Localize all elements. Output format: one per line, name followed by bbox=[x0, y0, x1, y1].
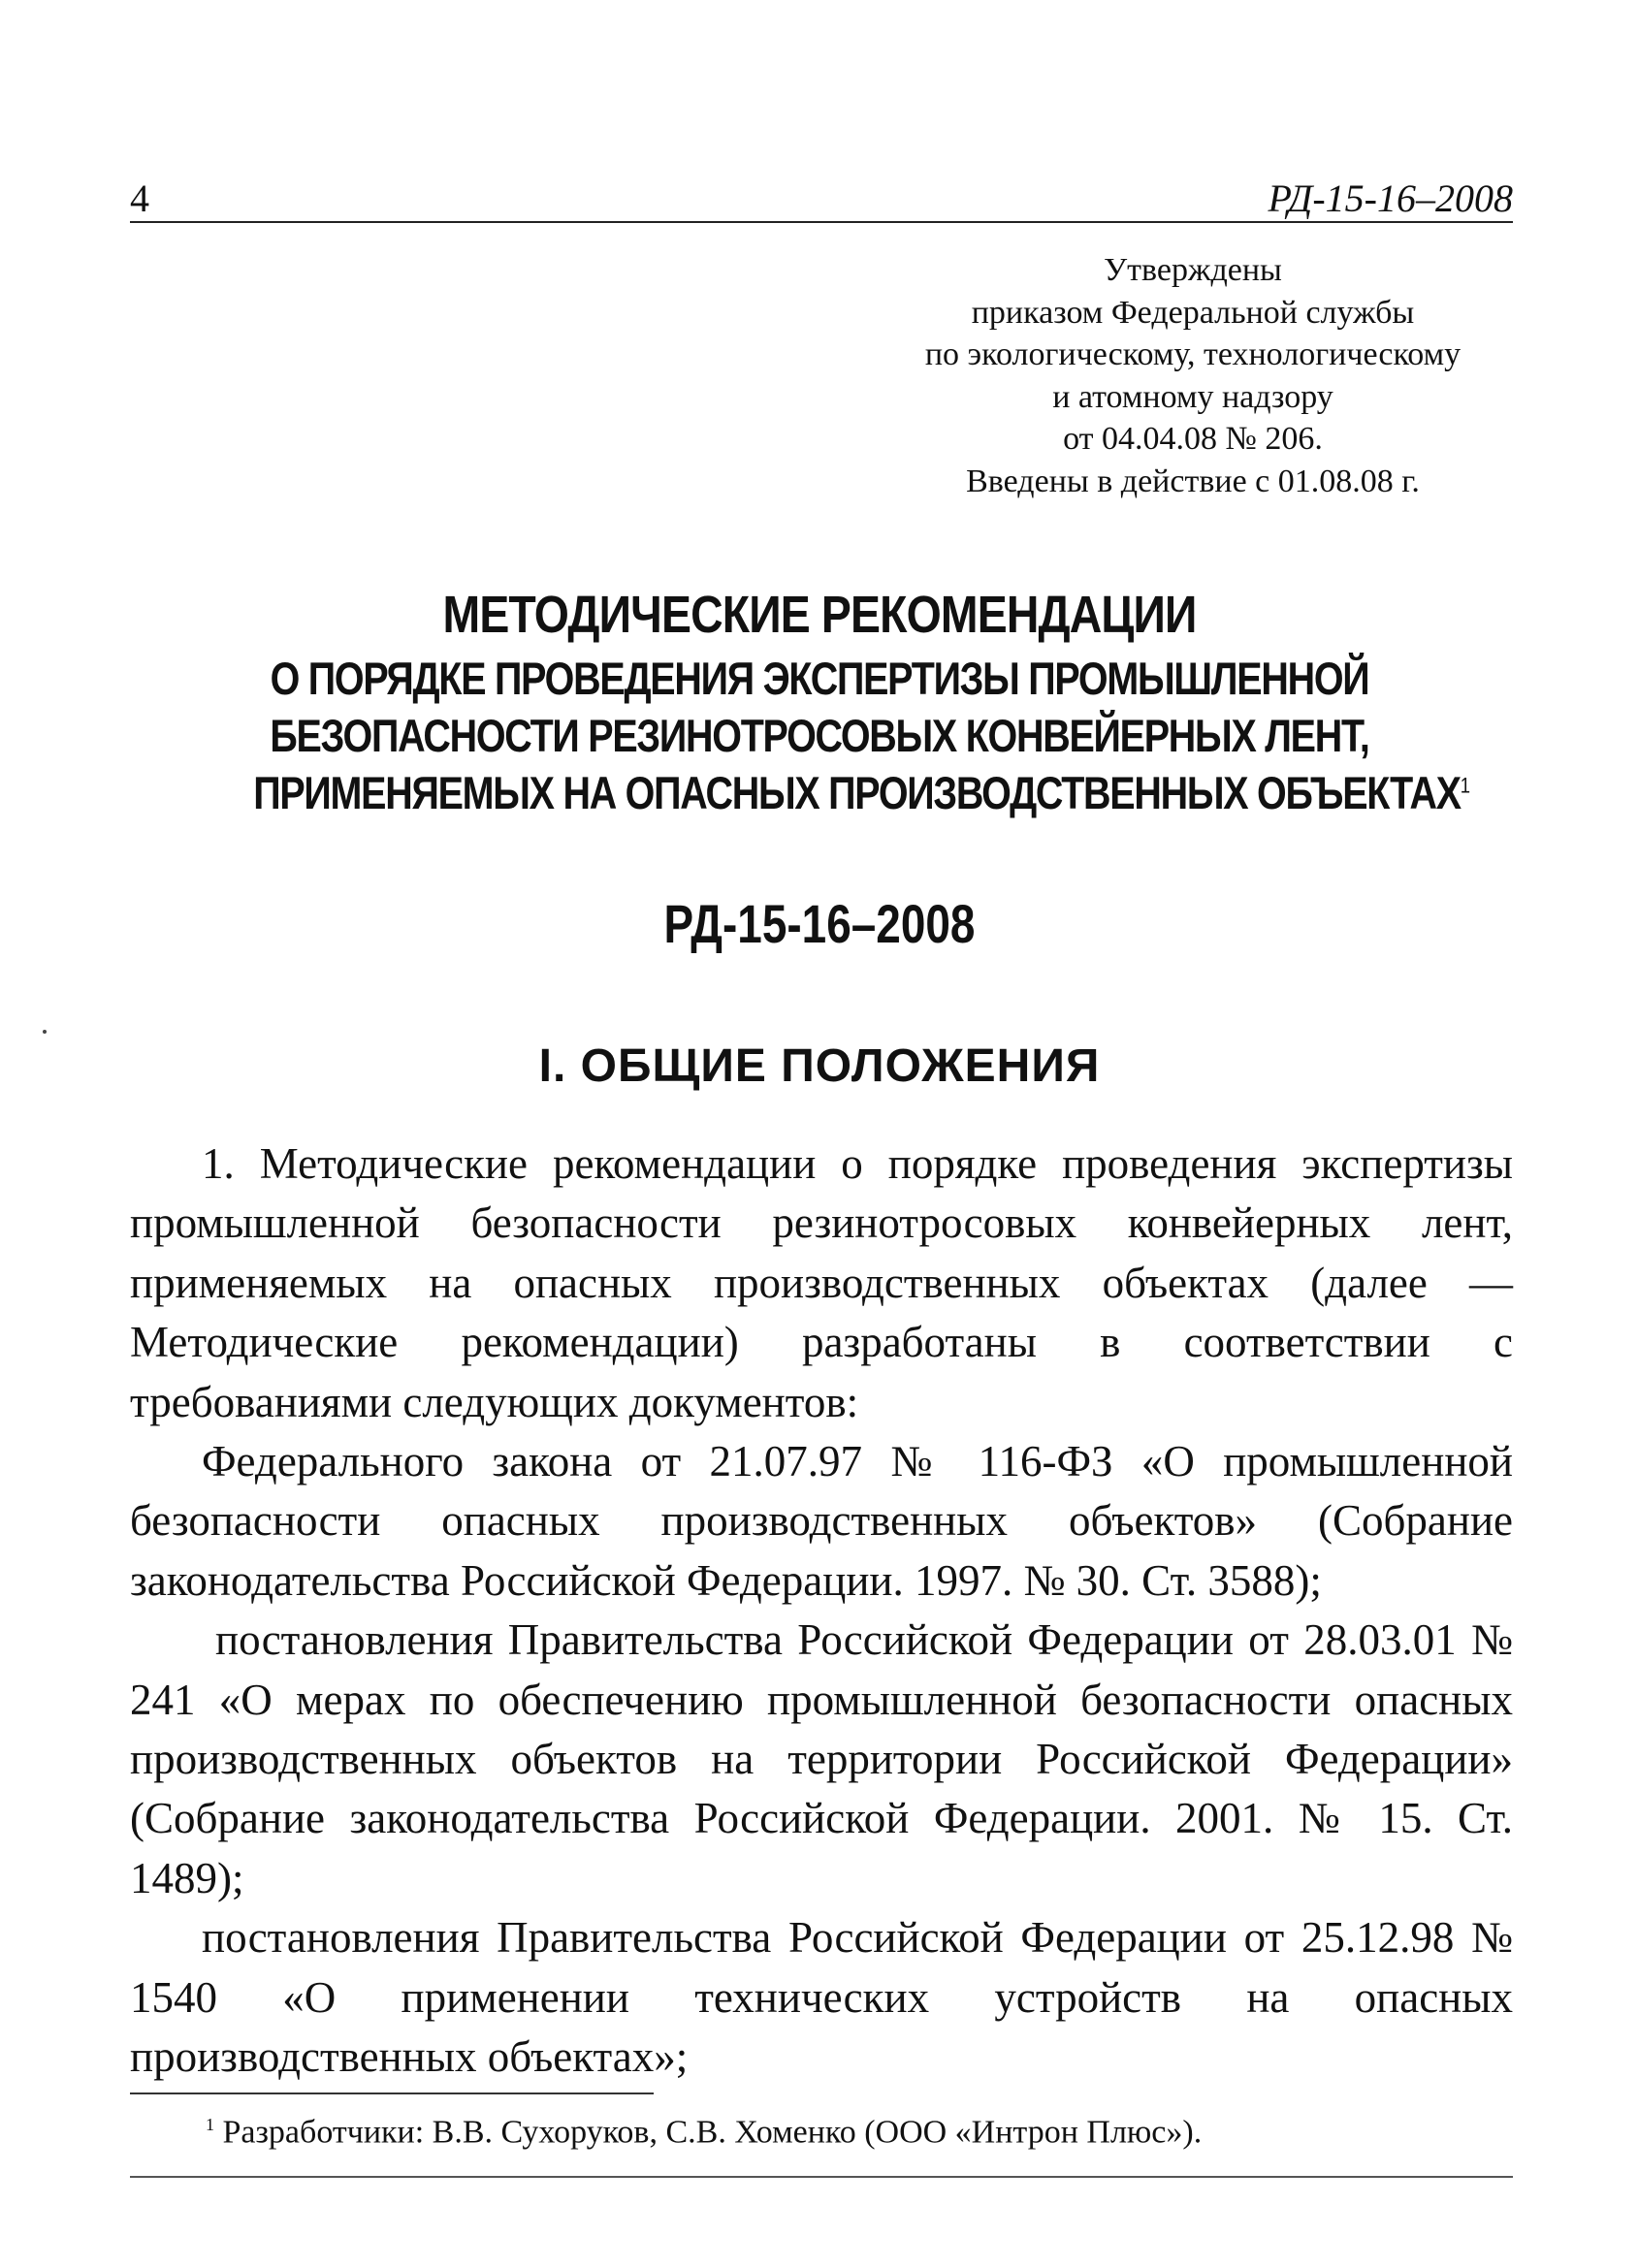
approval-line: приказом Федеральной службы bbox=[971, 294, 1415, 331]
footnote-reference: 1 bbox=[1460, 773, 1469, 798]
bottom-rule bbox=[130, 2176, 1513, 2178]
approval-block bbox=[834, 249, 1552, 502]
paragraph: 1. Методические рекомендации о порядке проведения экспертизы промышленной безопасности резинотросовых конвейерных лент, применяемых на опасных производственных объектах (далее — Методические рекомендации) разработаны в соответствии с требованиями следующих документов: bbox=[130, 1139, 1513, 1426]
title-line: О ПОРЯДКЕ ПРОВЕДЕНИЯ ЭКСПЕРТИЗЫ ПРОМЫШЛЕННОЙ bbox=[270, 653, 1369, 704]
header-doc-code: РД-15-16–2008 bbox=[1268, 176, 1513, 220]
doc-code-heading: РД-15-16–2008 bbox=[663, 893, 976, 954]
running-header bbox=[130, 176, 1513, 227]
footnote-mark: 1 bbox=[206, 2115, 214, 2134]
approval-line: и атомному надзору bbox=[1052, 378, 1333, 415]
footnote bbox=[206, 2102, 1466, 2155]
title-line-last bbox=[253, 764, 1469, 821]
paragraph: постановления Правительства Российской Федерации от 25.12.98 № 1540 «О применении технических устройств на опасных производственных объектах»; bbox=[130, 1913, 1513, 2082]
page-number: 4 bbox=[130, 176, 149, 220]
approval-line: Введены в действие с 01.08.08 г. bbox=[966, 463, 1420, 499]
body-text bbox=[130, 1134, 1513, 2088]
title-line: БЕЗОПАСНОСТИ РЕЗИНОТРОСОВЫХ КОНВЕЙЕРНЫХ ЛЕНТ, bbox=[270, 710, 1369, 761]
header-rule bbox=[130, 221, 1513, 223]
approval-line: по экологическому, технологическому bbox=[924, 336, 1461, 372]
footnote-rule bbox=[130, 2092, 654, 2094]
footnote-text: Разработчики: В.В. Сухоруков, С.В. Хоменко (ООО «Интрон Плюс»). bbox=[222, 2114, 1203, 2151]
paragraph: постановления Правительства Российской Федерации от 28.03.01 № 241 «О мерах по обеспечению промышленной безопасности опасных производственных объектов на территории Российской Федерации» (Собрание законодательства Российской Федерации. 2001. № 15. Ст. 1489); bbox=[130, 1615, 1513, 1902]
title-line: ПРИМЕНЯЕМЫХ НА ОПАСНЫХ ПРОИЗВОДСТВЕННЫХ ОБЪЕКТАХ bbox=[253, 767, 1461, 818]
approval-line: Утверждены bbox=[1104, 252, 1282, 288]
paragraph: Федерального закона от 21.07.97 № 116-ФЗ «О промышленной безопасности опасных производственных объектов» (Собрание законодательства Российской Федерации. 1997. № 30. Ст. 3588); bbox=[130, 1437, 1513, 1605]
document-title bbox=[145, 580, 1493, 821]
title-main: МЕТОДИЧЕСКИЕ РЕКОМЕНДАЦИИ bbox=[442, 586, 1197, 644]
approval-line: от 04.04.08 № 206. bbox=[1063, 421, 1323, 457]
section-heading: I. ОБЩИЕ ПОЛОЖЕНИЯ bbox=[538, 1040, 1101, 1092]
scan-speck bbox=[43, 1030, 47, 1034]
